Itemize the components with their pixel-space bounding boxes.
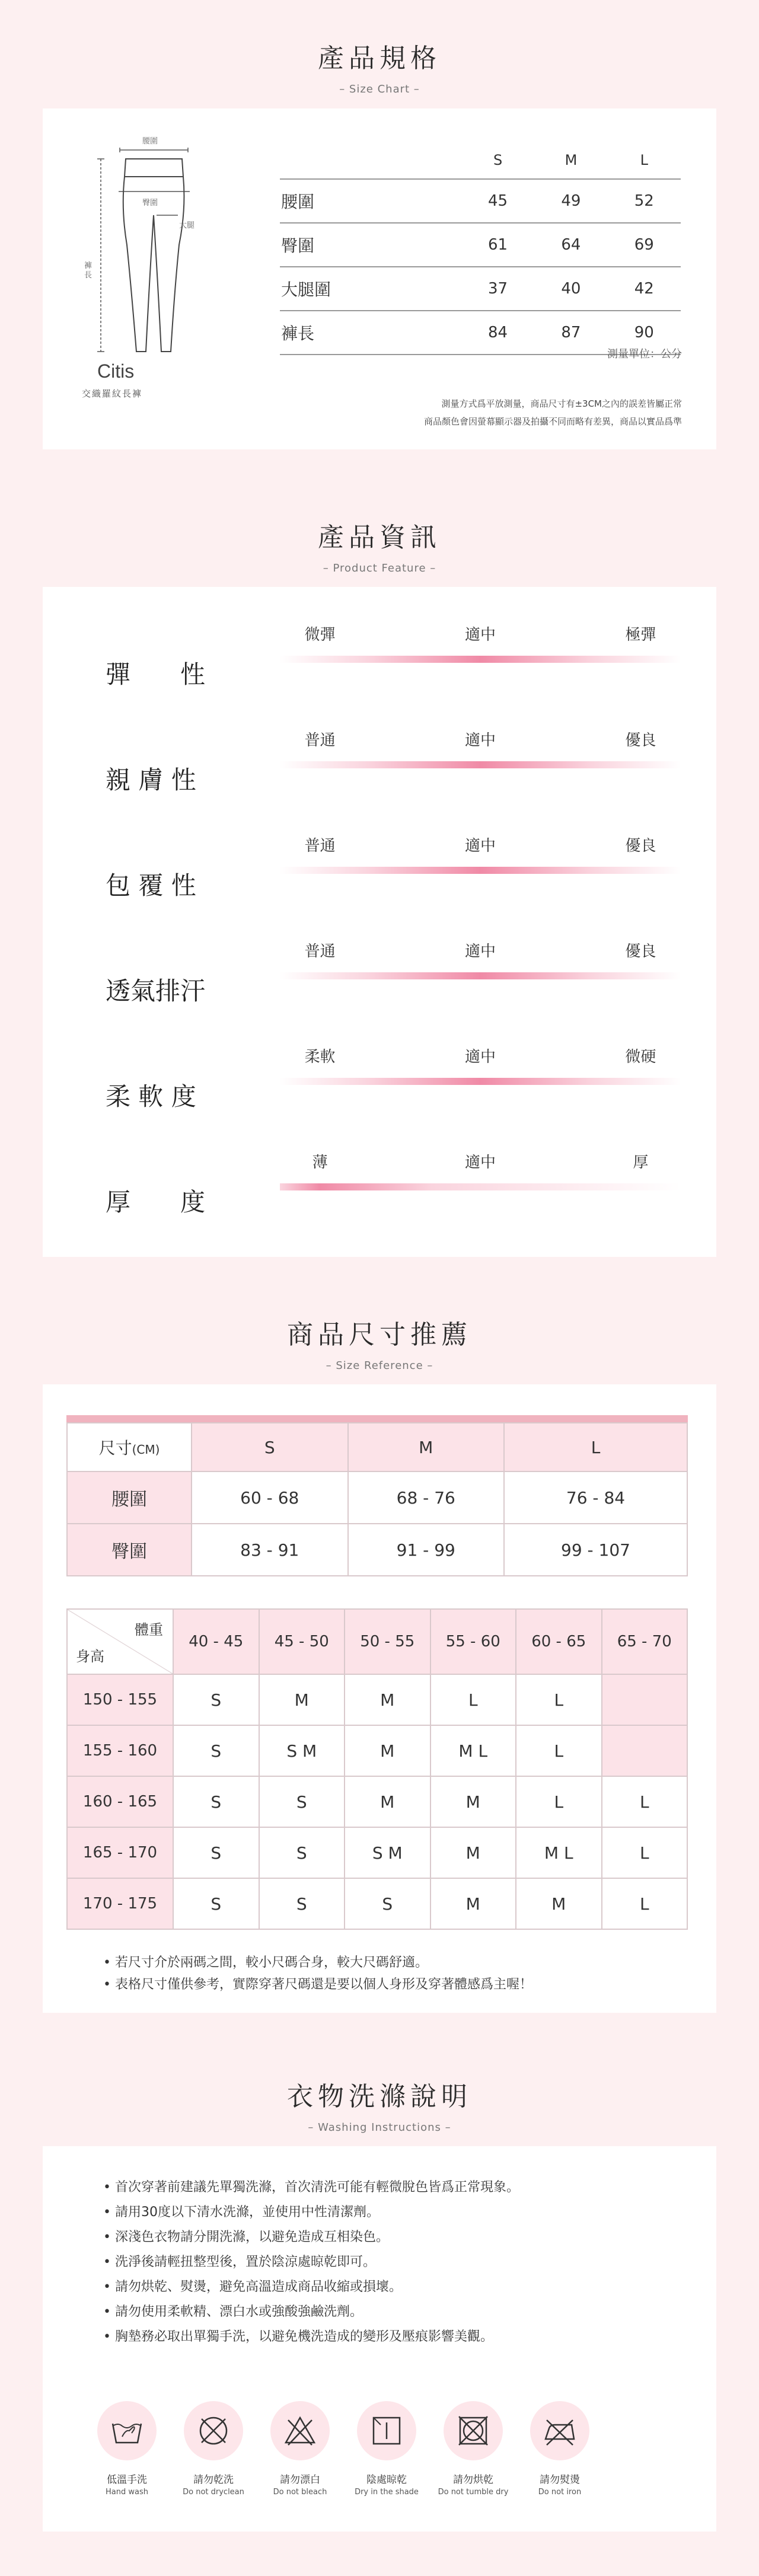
reference-card <box>43 1384 716 2013</box>
care-label: 請勿漂白 <box>280 2474 320 2486</box>
washing-heading <box>0 2075 759 2134</box>
reference-subtitle: – Size Reference – <box>326 1359 433 1372</box>
feature-level-bar <box>280 1078 681 1085</box>
height-cell: 155 - 160 <box>67 1725 173 1776</box>
fit-cell: L <box>516 1725 602 1776</box>
fit-cell: M <box>516 1878 602 1929</box>
fit-cell <box>602 1725 688 1776</box>
table-row: 腰圍 45 49 52 <box>280 179 681 223</box>
care-label-en: Do not iron <box>538 2488 582 2497</box>
feature-label: 彈 性 <box>106 660 206 689</box>
fit-cell: M <box>345 1725 430 1776</box>
care-label-en: Dry in the shade <box>355 2488 419 2497</box>
table-row <box>67 1674 687 1725</box>
fit-cell: M L <box>430 1725 516 1776</box>
fit-cell: S M <box>259 1725 345 1776</box>
size-chart-heading <box>0 37 759 95</box>
size-col-l: L <box>640 152 648 168</box>
fit-cell: M <box>345 1674 430 1725</box>
size-chart-subtitle: – Size Chart – <box>339 83 420 95</box>
fit-cell: L <box>602 1827 688 1878</box>
feature-option: 優良 <box>625 732 656 749</box>
measure-note: 測量方式爲平放測量，商品尺寸有±3CM之內的誤差皆屬正常 <box>441 398 682 409</box>
size-col-m: M <box>565 152 578 168</box>
care-label: 請勿熨燙 <box>540 2474 580 2486</box>
fit-corner: 體重 身高 <box>67 1609 173 1674</box>
feature-option: 微硬 <box>625 1048 656 1066</box>
list-item: • 請勿烘乾、熨燙，避免高溫造成商品收縮或損壞。 <box>103 2280 402 2294</box>
washing-subtitle: – Washing Instructions – <box>308 2121 451 2134</box>
leggings-diagram <box>84 126 221 375</box>
fit-cell: M <box>430 1776 516 1827</box>
measure-header: 尺寸(CM) <box>67 1423 192 1471</box>
care-label: 請勿乾洗 <box>193 2474 234 2486</box>
no-iron-icon <box>530 2401 589 2460</box>
feature-option: 普通 <box>304 837 336 855</box>
feature-option: 柔軟 <box>304 1048 336 1066</box>
feature-option: 微彈 <box>304 626 336 644</box>
fit-cell: S <box>345 1878 430 1929</box>
size-chart-card <box>43 108 716 449</box>
table-row <box>67 1827 687 1878</box>
feature-level-bar <box>280 1183 681 1190</box>
feature-option: 適中 <box>464 943 496 960</box>
care-label: 陰處晾乾 <box>366 2474 407 2486</box>
table-row: 臀圍 61 64 69 <box>280 223 681 267</box>
table-row <box>67 1725 687 1776</box>
feature-title: 產品資訊 <box>318 522 441 553</box>
measure-table: 尺寸(CM) S M L 腰圍 60 - 68 68 - 76 76 - 84 臀圍 83 - 91 91 - 99 99 - 107 <box>66 1422 688 1576</box>
hand-wash-icon <box>97 2401 157 2460</box>
size-col-s: S <box>493 152 503 168</box>
fit-cell <box>602 1674 688 1725</box>
fit-cell: S <box>173 1878 259 1929</box>
list-item: • 表格尺寸僅供參考，實際穿著尺碼還是要以個人身形及穿著體感爲主喔！ <box>103 1977 532 1992</box>
fit-cell: L <box>602 1878 688 1929</box>
height-cell: 150 - 155 <box>67 1674 173 1725</box>
reference-heading <box>0 1313 759 1372</box>
list-item: • 請勿使用柔軟精、漂白水或強酸強鹼洗劑。 <box>103 2304 363 2319</box>
fit-cell: S <box>173 1674 259 1725</box>
feature-level-bar <box>280 761 681 768</box>
fit-cell: S <box>259 1878 345 1929</box>
fit-cell: L <box>516 1776 602 1827</box>
feature-option: 普通 <box>304 732 336 749</box>
fit-cell: L <box>516 1674 602 1725</box>
feature-option: 極彈 <box>625 626 656 644</box>
no-tumble-dry-icon <box>444 2401 503 2460</box>
care-label-en: Do not dryclean <box>183 2488 244 2497</box>
feature-option: 厚 <box>633 1154 649 1172</box>
size-chart-table <box>280 142 681 355</box>
feature-option: 優良 <box>625 943 656 960</box>
height-cell: 165 - 170 <box>67 1827 173 1878</box>
feature-label: 厚 度 <box>106 1188 206 1217</box>
list-item: • 胸墊務必取出單獨手洗，以避免機洗造成的變形及壓痕影響美觀。 <box>103 2329 493 2344</box>
care-label: 低溫手洗 <box>107 2474 147 2486</box>
weight-header: 50 - 55 <box>345 1609 430 1674</box>
feature-option: 適中 <box>464 1048 496 1066</box>
table-row: 大腿圍 37 40 42 <box>280 267 681 311</box>
washing-card <box>43 2146 716 2532</box>
fit-cell: M <box>345 1776 430 1827</box>
list-item: • 洗淨後請輕扭整型後，置於陰涼處晾乾即可。 <box>103 2255 376 2269</box>
fit-cell: L <box>602 1776 688 1827</box>
feature-level-bar <box>280 972 681 979</box>
weight-header: 65 - 70 <box>602 1609 688 1674</box>
feature-level-bar <box>280 656 681 663</box>
washing-title: 衣物洗滌說明 <box>287 2082 472 2112</box>
feature-level-bar <box>280 867 681 874</box>
care-label: 請勿烘乾 <box>453 2474 493 2486</box>
feature-label: 柔 軟 度 <box>106 1082 196 1111</box>
feature-card <box>43 587 716 1257</box>
feature-option: 適中 <box>464 732 496 749</box>
height-cell: 160 - 165 <box>67 1776 173 1827</box>
fit-cell: S <box>173 1725 259 1776</box>
fit-cell: S <box>259 1827 345 1878</box>
table-row: 褲長 84 87 90 <box>280 311 681 355</box>
weight-header: 40 - 45 <box>173 1609 259 1674</box>
fit-cell: S M <box>345 1827 430 1878</box>
table-row: 臀圍 83 - 91 91 - 99 99 - 107 <box>67 1524 687 1576</box>
fit-cell: M <box>259 1674 345 1725</box>
feature-subtitle: – Product Feature – <box>323 562 436 574</box>
figure-thigh-label: 大腿 <box>179 221 195 230</box>
list-item: • 深淺色衣物請分開洗滌，以避免造成互相染色。 <box>103 2230 389 2245</box>
measure-unit: 測量單位：公分 <box>607 348 682 360</box>
fit-cell: S <box>259 1776 345 1827</box>
fit-cell: S <box>173 1776 259 1827</box>
figure-length-label: 褲長 <box>84 261 93 280</box>
figure-waist-label: 腰圍 <box>142 137 158 146</box>
feature-option: 適中 <box>464 626 496 644</box>
fit-cell: M L <box>516 1827 602 1878</box>
fit-table <box>66 1608 688 1930</box>
product-name: 交織羅紋長褲 <box>82 388 143 399</box>
feature-option: 優良 <box>625 837 656 855</box>
no-bleach-icon <box>270 2401 330 2460</box>
care-label-en: Do not tumble dry <box>438 2488 509 2497</box>
table-row: 腰圍 60 - 68 68 - 76 76 - 84 <box>67 1471 687 1524</box>
no-dry-clean-icon <box>184 2401 243 2460</box>
table-row <box>67 1776 687 1827</box>
list-item: • 若尺寸介於兩碼之間，較小尺碼合身，較大尺碼舒適。 <box>103 1955 428 1970</box>
care-label-en: Hand wash <box>106 2488 148 2497</box>
fit-cell: M <box>430 1878 516 1929</box>
feature-option: 普通 <box>304 943 336 960</box>
size-chart-title: 產品規格 <box>318 43 441 74</box>
table-top-stripe <box>66 1415 688 1422</box>
fit-cell: L <box>430 1674 516 1725</box>
care-label-en: Do not bleach <box>273 2488 327 2497</box>
brand-name: Citis <box>97 360 135 382</box>
weight-header: 45 - 50 <box>259 1609 345 1674</box>
table-row <box>67 1878 687 1929</box>
feature-label: 親 膚 性 <box>106 765 196 794</box>
weight-header: 60 - 65 <box>516 1609 602 1674</box>
feature-heading <box>0 516 759 574</box>
dry-in-shade-icon <box>357 2401 416 2460</box>
fit-cell: S <box>173 1827 259 1878</box>
feature-option: 薄 <box>312 1154 328 1172</box>
feature-label: 透氣排汗 <box>106 976 206 1005</box>
feature-label: 包 覆 性 <box>106 871 196 900</box>
color-note: 商品顏色會因螢幕顯示器及拍攝不同而略有差異，商品以實品爲準 <box>423 416 682 427</box>
feature-option: 適中 <box>464 1154 496 1172</box>
fit-cell: M <box>430 1827 516 1878</box>
list-item: • 請用30度以下清水洗滌，並使用中性清潔劑。 <box>103 2205 380 2220</box>
weight-header: 55 - 60 <box>430 1609 516 1674</box>
feature-option: 適中 <box>464 837 496 855</box>
list-item: • 首次穿著前建議先單獨洗滌，首次清洗可能有輕微脫色皆爲正常現象。 <box>103 2180 519 2195</box>
reference-title: 商品尺寸推薦 <box>287 1320 472 1350</box>
height-cell: 170 - 175 <box>67 1878 173 1929</box>
figure-hip-label: 臀圍 <box>142 199 158 208</box>
